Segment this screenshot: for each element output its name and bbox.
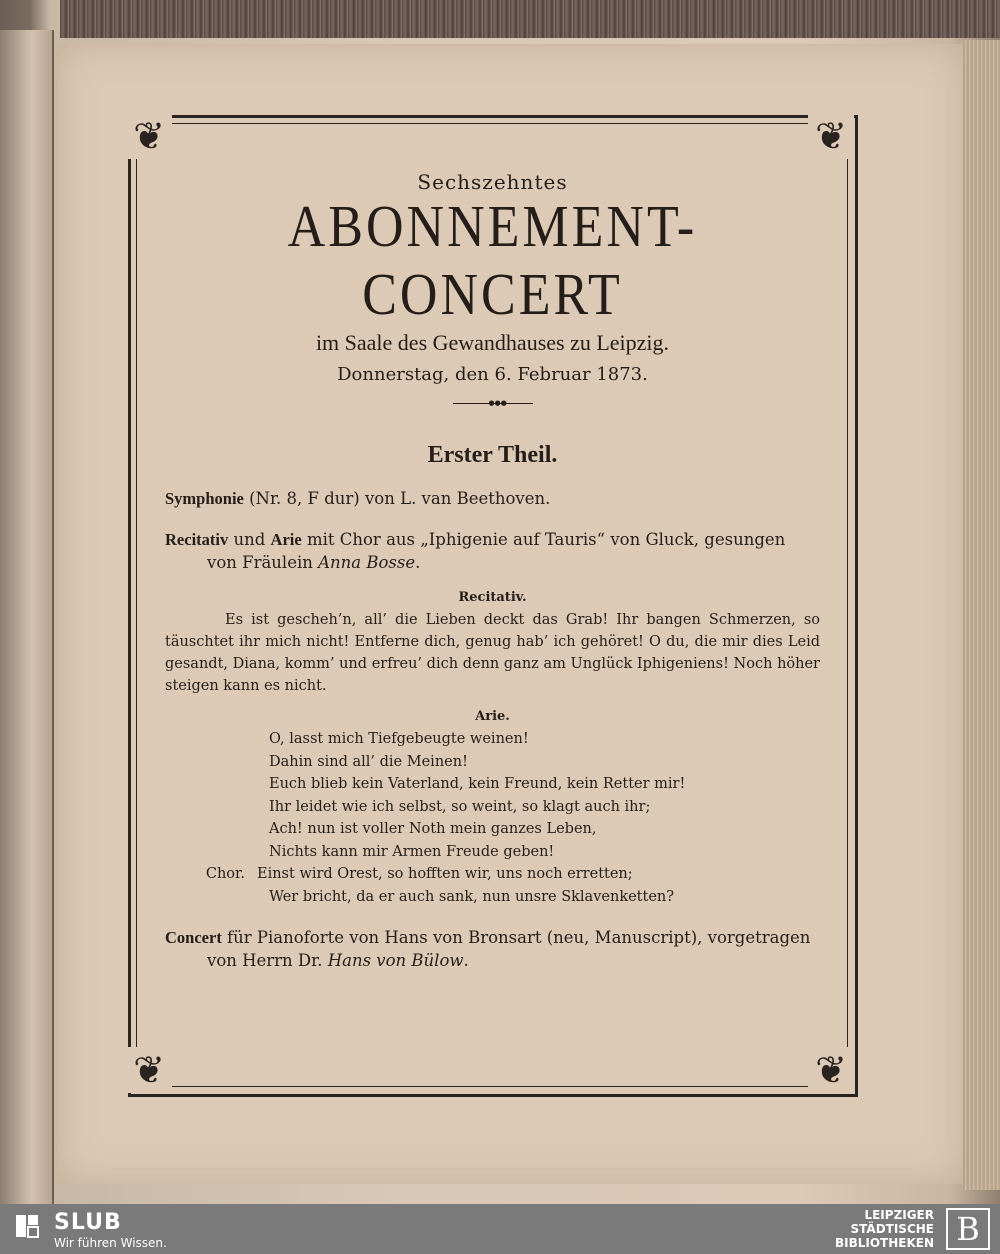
book-top-edge (60, 0, 1000, 38)
item-text: mit Chor aus „Iphigenie auf Tauris“ von Gluck, gesungen von Fräulein (207, 530, 786, 572)
footer-bar (0, 1204, 1000, 1254)
verse-line: Einst wird Orest, so hofften wir, uns noch erretten; (257, 866, 633, 882)
item-text: (Nr. 8, F dur) von L. van Beethoven. (243, 489, 551, 508)
chor-line (165, 863, 820, 886)
lsb-line: LEIPZIGER (864, 1208, 934, 1222)
arie-heading: Arie. (475, 709, 510, 724)
item-text: . (415, 553, 421, 572)
slub-tagline: Wir führen Wissen. (54, 1236, 167, 1250)
concert-ordinal: Sechszehntes (417, 170, 568, 194)
corner-ornament-icon: ❦ (126, 113, 172, 159)
page-stack-edge (962, 40, 1000, 1190)
corner-ornament-icon: ❦ (808, 113, 854, 159)
recitativ-heading: Recitativ. (458, 590, 527, 605)
item-text: und (228, 530, 271, 549)
verse-line: Ach! nun ist voller Noth mein ganzes Leben, (269, 821, 597, 837)
chor-label: Chor. (205, 866, 245, 882)
recitativ-paragraph: Es ist gescheh’n, all’ die Lieben deckt das Grab! Ihr bangen Schmerzen, so täuschtet ihr mich nicht! Entferne dich, genug hab’ ich gehöret! O du, die mir dies Leid gesandt, Diana, komm’ und erfreu’ dich denn ganz am Unglück Iphigeniens! Noch höher steigen kann es nicht. (165, 612, 820, 694)
verse-line: Nichts kann mir Armen Freude geben! (269, 843, 555, 860)
lsb-line: BIBLIOTHEKEN (834, 1236, 934, 1250)
concert-venue: im Saale des Gewandhauses zu Leipzig. (315, 330, 670, 355)
verse-line: Dahin sind all’ die Meinen! (269, 753, 468, 770)
program-item-symphonie (165, 487, 820, 510)
corner-ornament-icon: ❦ (808, 1047, 854, 1093)
lsb-logo-icon[interactable]: B (946, 1208, 990, 1250)
program-content (165, 160, 820, 972)
concert-title: ABONNEMENT-CONCERT (287, 194, 698, 328)
left-page-edge (0, 30, 54, 1204)
part-heading: Erster Theil. (427, 442, 558, 468)
item-title: Concert (165, 928, 222, 947)
concert-date: Donnerstag, den 6. Februar 1873. (337, 364, 648, 385)
performer-name: Hans von Bülow (327, 951, 464, 970)
lsb-line: STÄDTISCHE (850, 1222, 934, 1236)
item-title: Symphonie (165, 489, 244, 508)
performer-name: Anna Bosse (318, 553, 416, 572)
item-text: für Pianoforte von Hans von Bronsart (neu, Manuscript), vorgetragen von Herrn Dr. (207, 928, 811, 970)
arie-verse (165, 728, 820, 908)
verse-line: Wer bricht, da er auch sank, nun unsre Sklavenketten? (269, 888, 675, 905)
recitativ-text (165, 609, 820, 697)
program-item-recitativ-arie (165, 528, 820, 574)
item-text: . (463, 951, 469, 970)
lsb-name[interactable] (835, 1208, 934, 1250)
verse-line: O, lasst mich Tiefgebeugte weinen! (269, 731, 529, 747)
slub-name[interactable]: SLUB (54, 1210, 122, 1235)
slub-logo-icon[interactable] (14, 1212, 40, 1240)
item-title: Arie (270, 530, 302, 549)
divider (453, 399, 533, 407)
corner-ornament-icon: ❦ (126, 1047, 172, 1093)
program-item-concert (165, 926, 820, 972)
verse-line: Ihr leidet wie ich selbst, so weint, so klagt auch ihr; (269, 798, 651, 815)
verse-line: Euch blieb kein Vaterland, kein Freund, kein Retter mir! (269, 776, 686, 792)
divider-ornament-icon: ●●● (488, 399, 507, 407)
item-title: Recitativ (165, 530, 229, 549)
